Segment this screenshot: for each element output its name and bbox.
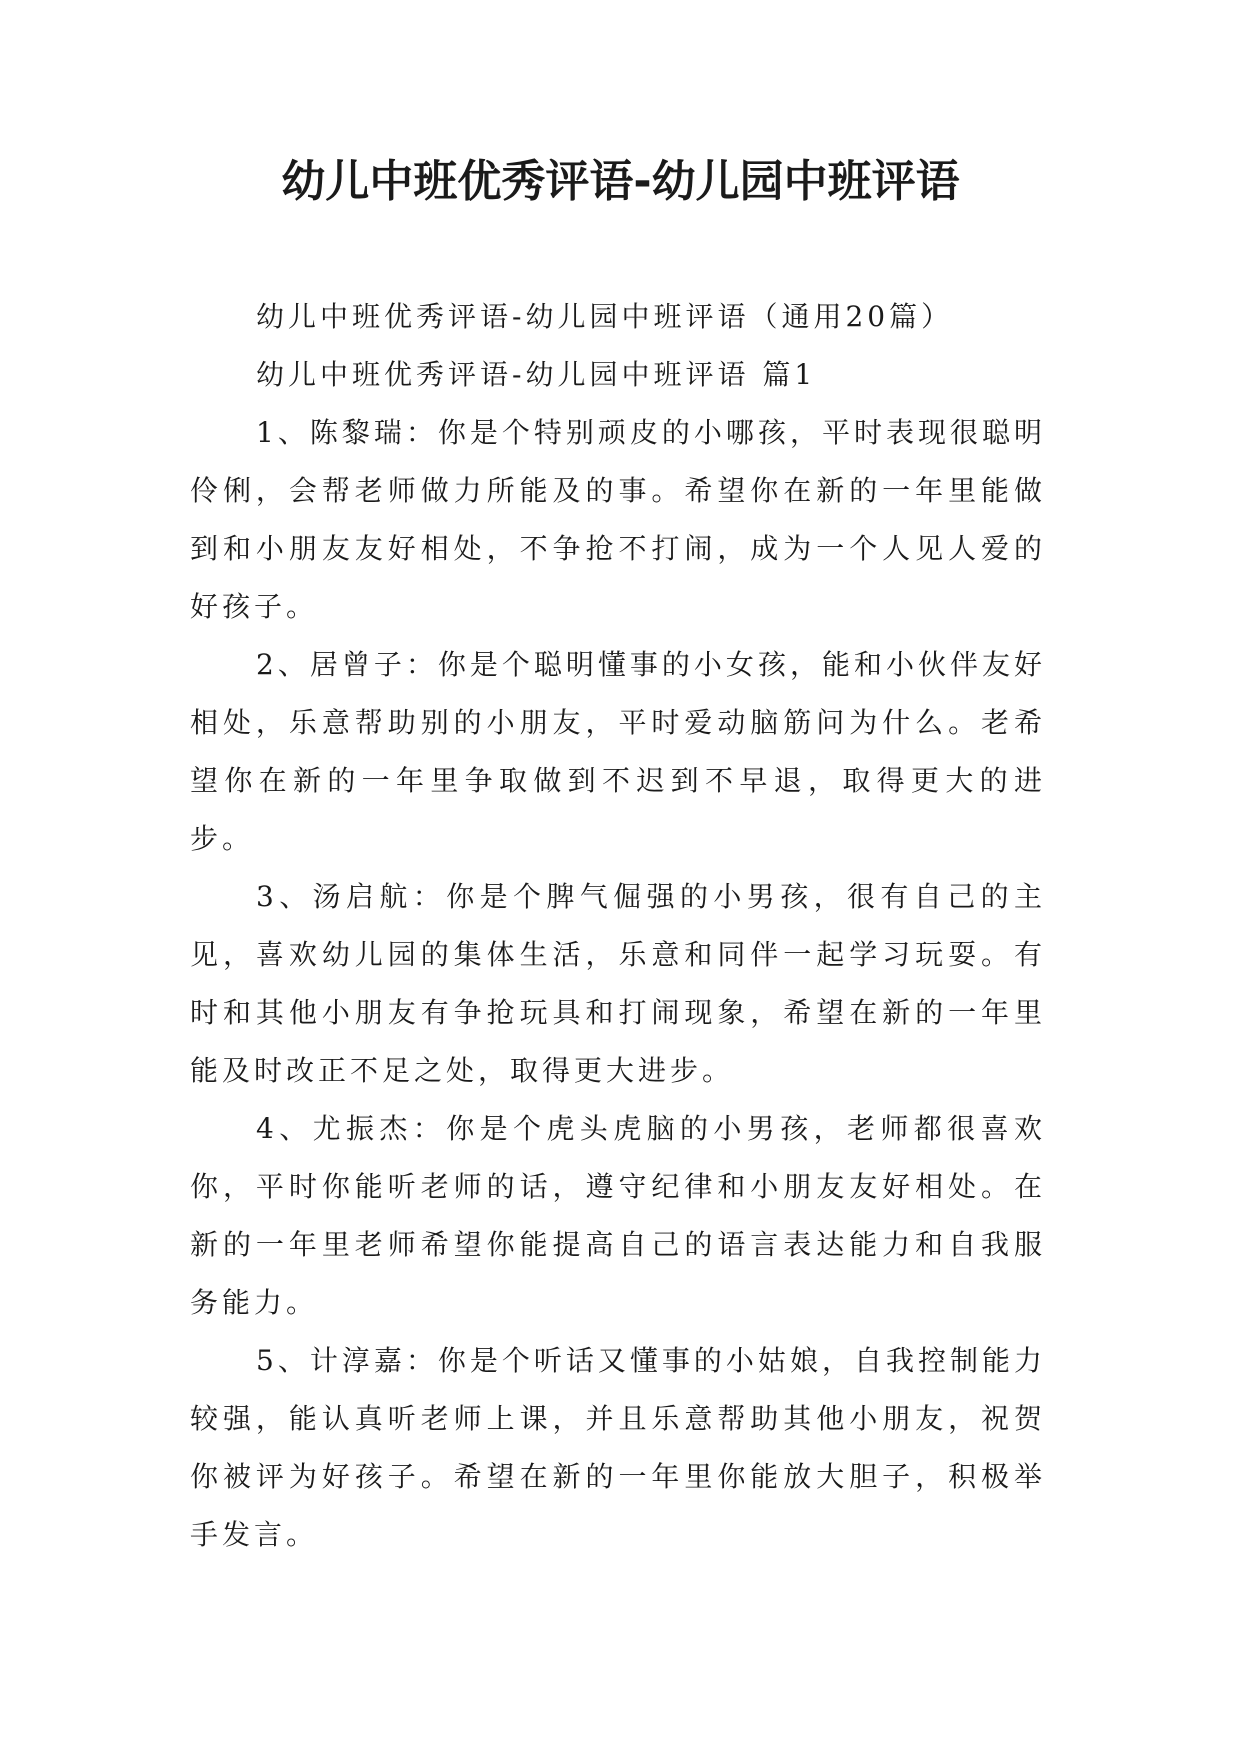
section-heading: 幼儿中班优秀评语-幼儿园中班评语 篇1 bbox=[256, 358, 817, 391]
paragraph: 2、居曾子：你是个聪明懂事的小女孩，能和小伙伴友好相处，乐意帮助别的小朋友，平时爱动脑筋问为什么。老希望你在新的一年里争取做到不迟到不早退，取得更大的进步。 bbox=[190, 648, 1046, 855]
document-body bbox=[190, 288, 1046, 1564]
document-title: 幼儿中班优秀评语-幼儿园中班评语 bbox=[281, 156, 960, 207]
paragraph: 4、尤振杰：你是个虎头虎脑的小男孩，老师都很喜欢你，平时你能听老师的话，遵守纪律和小朋友友好相处。在新的一年里老师希望你能提高自己的语言表达能力和自我服务能力。 bbox=[190, 1112, 1046, 1319]
document-subtitle: 幼儿中班优秀评语-幼儿园中班评语（通用20篇） bbox=[256, 300, 954, 333]
paragraph: 1、陈黎瑞：你是个特别顽皮的小哪孩，平时表现很聪明伶俐，会帮老师做力所能及的事。希望你在新的一年里能做到和小朋友友好相处，不争抢不打闹，成为一个人见人爱的好孩子。 bbox=[190, 416, 1046, 623]
paragraph: 5、计淳嘉：你是个听话又懂事的小姑娘，自我控制能力较强，能认真听老师上课，并且乐意帮助其他小朋友，祝贺你被评为好孩子。希望在新的一年里你能放大胆子，积极举手发言。 bbox=[190, 1344, 1046, 1551]
paragraph: 3、汤启航：你是个脾气倔强的小男孩，很有自己的主见，喜欢幼儿园的集体生活，乐意和同伴一起学习玩耍。有时和其他小朋友有争抢玩具和打闹现象，希望在新的一年里能及时改正不足之处，取得更大进步。 bbox=[190, 880, 1046, 1087]
